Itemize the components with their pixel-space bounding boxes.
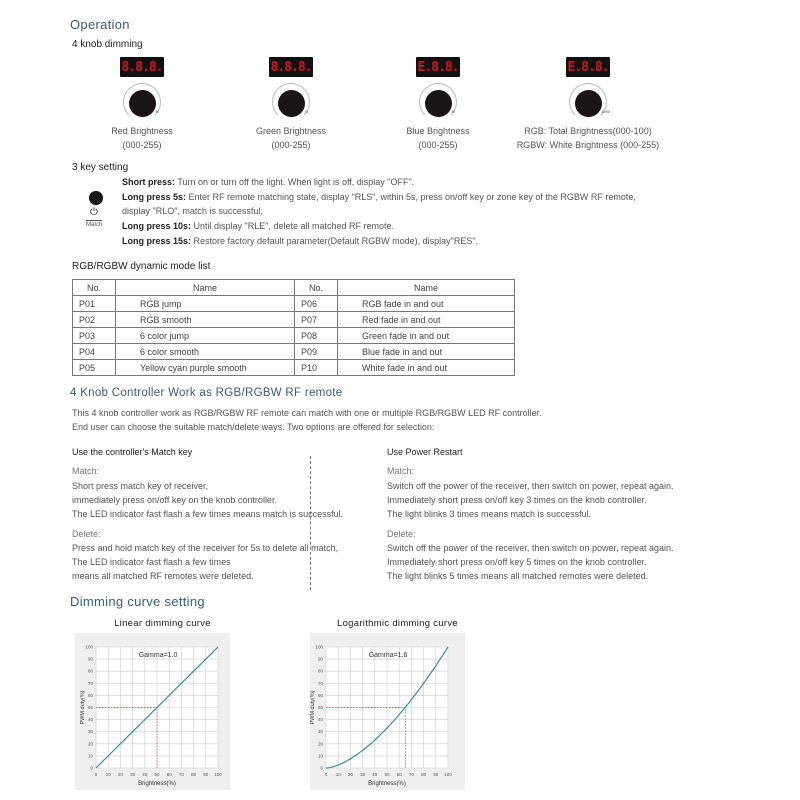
y-axis-label: PWM duty(%): [80, 690, 86, 725]
knob-label-line1: Blue Brightness: [406, 126, 470, 136]
dimming-knob[interactable]: [129, 90, 156, 117]
y-tick-label: 10: [317, 753, 323, 759]
key-press-type: Long press 10s:: [122, 221, 192, 232]
column-divider: [310, 456, 311, 590]
x-tick-label: 80: [421, 772, 427, 777]
y-tick-label: 80: [87, 668, 93, 674]
left-match-step: The LED indicator fast flash a few times means match is successful.: [72, 509, 344, 519]
table-cell: 6 color smooth: [116, 344, 295, 360]
x-axis-label: Brightness(%): [368, 781, 406, 787]
knob-mark: G: [305, 109, 309, 114]
right-match-label: Match:: [387, 466, 415, 476]
x-tick-label: 100: [214, 772, 222, 777]
col-no: No.: [73, 280, 116, 296]
x-tick-label: 70: [178, 772, 184, 777]
key-press-type: Long press 15s:: [122, 235, 192, 246]
x-tick-label: 80: [191, 772, 197, 777]
left-match-step: Short press match key of receiver,: [72, 481, 209, 491]
y-tick-label: 70: [317, 680, 323, 686]
y-tick-label: 60: [87, 692, 93, 698]
table-cell: P04: [73, 344, 116, 360]
match-key-button-icon: [89, 191, 103, 205]
y-tick-label: 70: [87, 680, 93, 686]
knob-label: [508, 124, 668, 152]
knob-mark: D/W: [602, 109, 610, 114]
table-cell: Blue fade in and out: [338, 344, 515, 360]
knob-label-line1: Red Brightness: [111, 126, 173, 136]
right-delete-step: Switch off the power of the receiver, then switch on power, repeat again.: [387, 543, 674, 553]
knob-mark: B: [452, 109, 455, 114]
rf-intro: This 4 knob controller work as RGB/RGBW RF remote can match with one or multiple RGB/RGBW LED RF controller.: [72, 408, 542, 418]
x-tick-label: 90: [433, 772, 439, 777]
chart-title: Linear dimming curve: [114, 618, 211, 629]
right-match-step: Switch off the power of the receiver, then switch on power, repeat again.: [387, 481, 674, 491]
table-cell: P02: [73, 312, 116, 328]
dimming-title: Dimming curve setting: [70, 594, 205, 609]
gamma-annotation: Gamma=1.6: [368, 652, 408, 659]
right-delete-label: Delete:: [387, 529, 416, 539]
x-tick-label: 50: [154, 772, 160, 777]
x-tick-label: 20: [347, 772, 353, 777]
key-press-desc: display "RLO", match is successful,: [122, 206, 263, 217]
table-cell: White fade in and out: [338, 360, 515, 376]
y-tick-label: 40: [87, 717, 93, 723]
match-label: Match: [86, 222, 103, 228]
knob-dimming-subtitle: 4 knob dimming: [72, 39, 143, 50]
table-row: [73, 328, 515, 344]
dimming-knob[interactable]: [278, 90, 305, 117]
table-cell: P08: [295, 328, 338, 344]
left-delete-step: Press and hold match key of the receiver for 5s to delete all match,: [72, 543, 339, 553]
y-tick-label: 80: [317, 668, 323, 674]
rf-intro: End user can choose the suitable match/delete ways. Two options are offered for selection:: [72, 422, 435, 432]
col-name: Name: [338, 280, 515, 296]
table-cell: Red fade in and out: [338, 312, 515, 328]
table-cell: P10: [295, 360, 338, 376]
left-delete-label: Delete:: [72, 529, 101, 539]
x-axis-label: Brightness(%): [138, 781, 176, 787]
y-tick-label: 30: [317, 729, 323, 735]
left-delete-step: The LED indicator fast flash a few times: [72, 557, 231, 567]
x-tick-label: 60: [396, 772, 402, 777]
left-match-label: Match:: [72, 466, 100, 476]
led-display: [566, 57, 610, 77]
key-setting-item: [122, 177, 414, 187]
x-tick-label: 90: [203, 772, 209, 777]
key-press-desc: Turn on or turn off the light. When light is off, display "OFF".: [175, 177, 415, 187]
y-tick-label: 10: [87, 753, 93, 759]
col-name: Name: [116, 280, 295, 296]
y-axis-label: PWM duty(%): [310, 690, 316, 725]
led-display-value: E.8.8.: [567, 59, 609, 75]
x-tick-label: 0: [94, 772, 98, 777]
y-tick-label: 40: [317, 717, 323, 723]
x-tick-label: 0: [324, 772, 328, 777]
table-cell: P07: [295, 312, 338, 328]
led-display: [120, 57, 164, 77]
y-tick-label: 20: [317, 741, 323, 747]
key-press-type: Long press 5s:: [122, 191, 187, 202]
left-match-step: immediately press on/off key on the knob controller.: [72, 495, 277, 505]
dimming-curve-chart: [310, 633, 465, 790]
table-cell: RGB jump: [116, 296, 295, 312]
x-tick-label: 10: [105, 772, 111, 777]
right-option-title: Use Power Restart: [387, 447, 463, 457]
table-row: [73, 296, 515, 312]
table-cell: Yellow cyan purple smooth: [116, 360, 295, 376]
x-tick-label: 70: [408, 772, 414, 777]
knob-label: [211, 124, 371, 152]
knob-label: [62, 124, 222, 152]
led-display-value: 8.8.8.: [121, 59, 163, 75]
x-tick-label: 60: [166, 772, 172, 777]
key-setting-item: [122, 236, 478, 246]
table-cell: P05: [73, 360, 116, 376]
led-display-value: 8.8.8.: [270, 59, 312, 75]
table-cell: 6 color jump: [116, 328, 295, 344]
y-tick-label: 20: [87, 741, 93, 747]
y-tick-label: 100: [315, 644, 323, 650]
key-setting-item: [122, 206, 263, 216]
led-display: [269, 57, 313, 77]
knob-label-line2: RGBW: White Brightness (000-255): [516, 140, 660, 150]
dimming-knob[interactable]: [575, 90, 602, 117]
y-tick-label: 30: [87, 729, 93, 735]
knob-label: [358, 124, 518, 152]
table-cell: P09: [295, 344, 338, 360]
right-delete-step: The light blinks 5 times means all matched remotes were deleted.: [387, 571, 649, 581]
operation-title: Operation: [70, 17, 130, 32]
y-tick-label: 0: [320, 765, 323, 771]
dimming-curve-chart: [75, 633, 230, 790]
table-cell: RGB smooth: [116, 312, 295, 328]
led-display-value: E.8.8.: [417, 59, 459, 75]
y-tick-label: 100: [85, 644, 93, 650]
mode-list-title: RGB/RGBW dynamic mode list: [72, 261, 211, 272]
col-no: No.: [295, 280, 338, 296]
table-cell: RGB fade in and out: [338, 296, 515, 312]
right-match-step: Immediately short press on/off key 3 times on the knob controller.: [387, 495, 647, 505]
left-option-title: Use the controller's Match key: [72, 447, 193, 457]
key-setting-item: [122, 221, 394, 231]
key-press-desc: Enter RF remote matching state, display "RLS", within 5s, press on/off key or zone key of the RGBW RF remote,: [186, 191, 636, 202]
led-display: [416, 57, 460, 77]
knob-label-line2: (000-255): [122, 140, 162, 150]
table-cell: P03: [73, 328, 116, 344]
x-tick-label: 20: [117, 772, 123, 777]
y-tick-label: 50: [317, 705, 323, 710]
table-row: [73, 344, 515, 360]
x-tick-label: 40: [372, 772, 378, 777]
rf-title: 4 Knob Controller Work as RGB/RGBW RF remote: [70, 387, 343, 399]
chart-title: Logarithmic dimming curve: [336, 618, 458, 629]
key-press-desc: Until display "RLE", delete all matched RF remote.: [191, 221, 395, 232]
x-tick-label: 40: [142, 772, 148, 777]
x-tick-label: 100: [444, 772, 452, 777]
knob-label-line2: (000-255): [418, 140, 458, 150]
key-press-type: Short press:: [122, 177, 176, 187]
dimming-knob[interactable]: [425, 90, 452, 117]
x-tick-label: 10: [335, 772, 341, 777]
right-delete-step: Immediately short press on/off key 5 times on the knob controller.: [387, 557, 647, 567]
table-cell: Green fade in and out: [338, 328, 515, 344]
key-setting-item: [122, 192, 636, 202]
x-tick-label: 30: [130, 772, 136, 777]
y-tick-label: 0: [90, 765, 93, 771]
table-row: [73, 360, 515, 376]
knob-mark: R: [156, 109, 159, 114]
knob-label-line1: Green Brightness: [255, 126, 327, 136]
mode-table: [72, 279, 515, 376]
y-tick-label: 60: [317, 692, 323, 698]
y-tick-label: 90: [317, 656, 323, 662]
x-tick-label: 50: [384, 772, 390, 777]
y-tick-label: 50: [87, 705, 93, 710]
table-cell: P01: [73, 296, 116, 312]
power-icon: ⏻: [90, 207, 98, 218]
left-delete-step: means all matched RF remotes were deleted.: [72, 571, 254, 581]
gamma-annotation: Gamma=1.0: [138, 652, 178, 659]
knob-label-line2: (000-255): [271, 140, 311, 150]
key-setting-title: 3 key setting: [72, 162, 129, 173]
x-tick-label: 30: [360, 772, 366, 777]
right-match-step: The light blinks 3 times means match is successful.: [387, 509, 592, 519]
table-cell: P06: [295, 296, 338, 312]
table-row: [73, 312, 515, 328]
key-press-desc: Restore factory default parameter(Default RGBW mode), display"RES".: [191, 235, 479, 246]
knob-label-line1: RGB: Total Brightness(000-100): [524, 126, 652, 136]
y-tick-label: 90: [87, 656, 93, 662]
